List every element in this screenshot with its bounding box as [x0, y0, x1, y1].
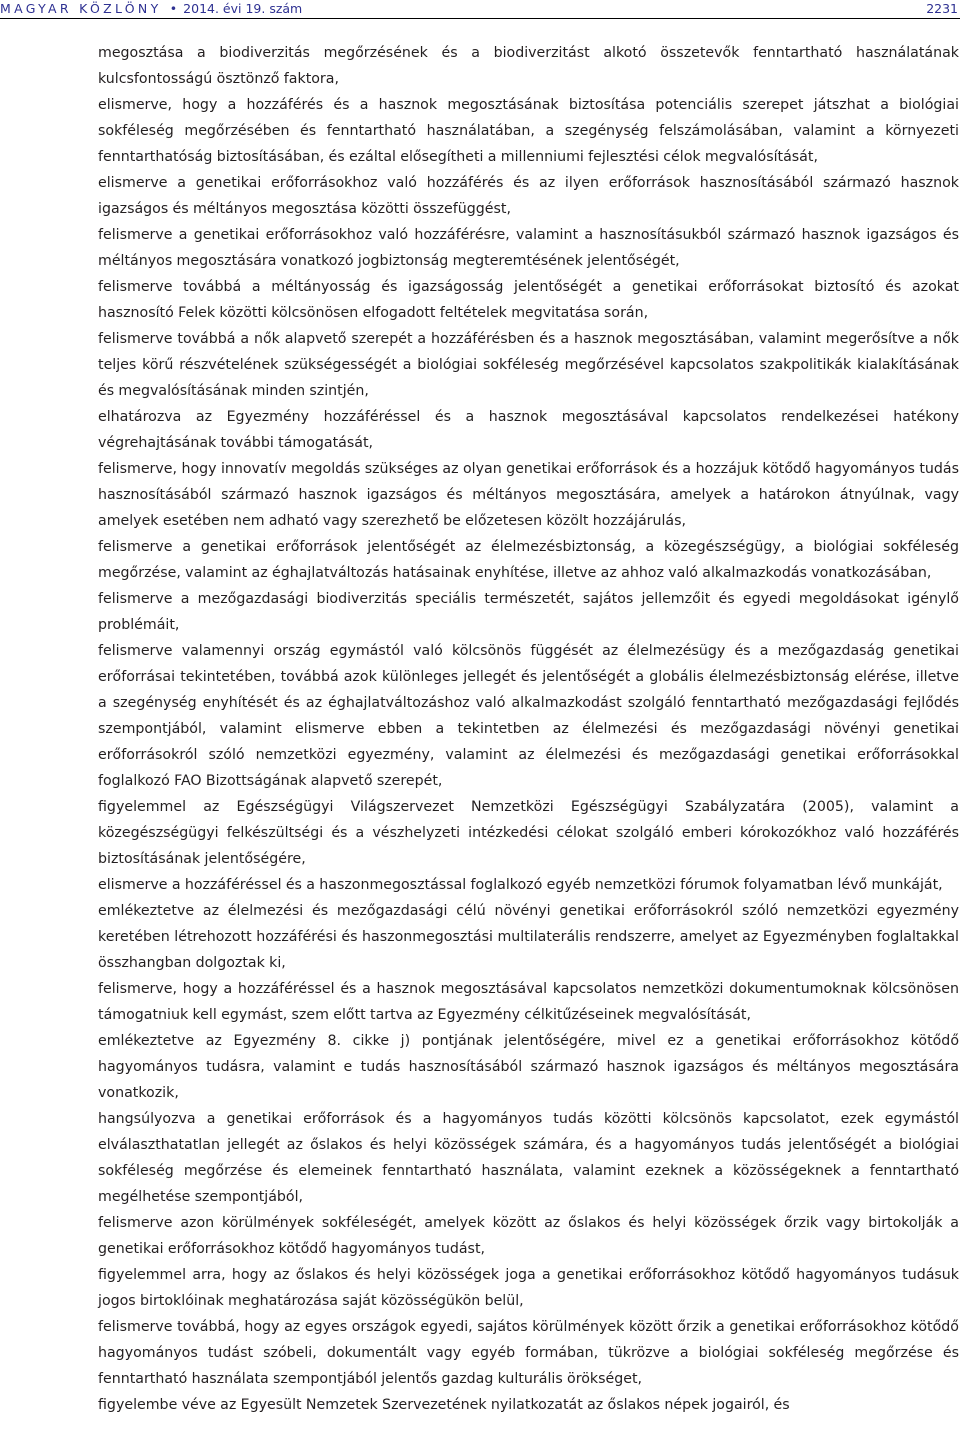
- preamble-paragraph: felismerve valamennyi ország egymástól való kölcsönös függését az élelmezésügy és a mezőgazdaság genetikai erőforrásai tekintetében, továbbá azok különleges jellegét és jelentőségét a globális élelmezésbiztonság elérése, illetve a szegénység enyhítését és az éghajlatváltozáshoz való alkalmazkodást szolgáló fenntartható mezőgazdasági fejlődés szempontjából, valamint elismerve ebben a tekintetben az élelmezési és mezőgazdasági növényi genetikai erőforrásokról szóló nemzetközi egyezmény, valamint az élelmezési és mezőgazdasági genetikai erőforrásokkal foglalkozó FAO Bizottságának alapvető szerepét,: [98, 643, 959, 789]
- issue-label: 2014. évi 19. szám: [183, 1, 303, 16]
- preamble-paragraph: felismerve a genetikai erőforrások jelentőségét az élelmezésbiztonság, a közegészségügy, a biológiai sokféleség megőrzése, valamint az éghajlatváltozás hatásainak enyhítése, illetve az ahhoz való alkalmazkodás vonatkozásában,: [98, 539, 959, 581]
- preamble-paragraph: felismerve továbbá a nők alapvető szerepét a hozzáférésben és a hasznok megosztásában, valamint megerősítve a nők teljes körű részvételének szükségességét a biológiai sokféleség megőrzésével kapcsolatos szakpolitikák kialakításának és megvalósításának minden szintjén,: [98, 331, 959, 399]
- preamble-paragraph: figyelemmel arra, hogy az őslakos és helyi közösségek joga a genetikai erőforrásokhoz kötődő hagyományos tudásuk jogos birtoklóinak meghatározása saját közösségükön belül,: [98, 1267, 959, 1309]
- preamble-paragraph: emlékeztetve az Egyezmény 8. cikke j) pontjának jelentőségére, mivel ez a genetikai erőforrásokhoz kötődő hagyományos tudásra, valamint e tudás hasznosításából származó hasznok igazságos és méltányos megosztására vonatkozik,: [98, 1033, 959, 1101]
- journal-title: MAGYAR KÖZLÖNY: [0, 1, 162, 16]
- preamble-paragraph: elismerve, hogy a hozzáférés és a hasznok megosztásának biztosítása potenciális szerepet játszhat a biológiai sokféleség megőrzésében és fenntartható használatában, a szegénység felszámolásában, valamint a környezeti fenntarthatóság biztosításában, és ezáltal elősegítheti a millenniumi fejlesztési célok megvalósítását,: [98, 97, 959, 165]
- preamble-paragraph: figyelembe véve az Egyesült Nemzetek Szervezetének nyilatkozatát az őslakos népek jogairól, és: [98, 1397, 790, 1413]
- preamble-paragraph: emlékeztetve az élelmezési és mezőgazdasági célú növényi genetikai erőforrásokról szóló nemzetközi egyezmény keretében létrehozott hozzáférési és haszonmegosztási multilaterális rendszerre, amelyet az Egyezményben foglaltakkal összhangban dolgoztak ki,: [98, 903, 959, 971]
- preamble-paragraph: felismerve továbbá, hogy az egyes országok egyedi, sajátos körülmények között őrzik a genetikai erőforrásokhoz kötődő hagyományos tudást szóbeli, dokumentált vagy egyéb formában, tükrözve a biológiai sokféleség megőrzése és fenntartható használata szempontjából jelentős gazdag kulturális örökséget,: [98, 1319, 959, 1387]
- page-header: [0, 0, 960, 19]
- journal-running-head: [0, 2, 302, 16]
- preamble-paragraph: felismerve, hogy a hozzáféréssel és a hasznok megosztásával kapcsolatos nemzetközi dokumentumoknak kölcsönösen támogatniuk kell egymást, szem előtt tartva az Egyezmény célkitűzéseinek megvalósítását,: [98, 981, 959, 1023]
- preamble-paragraph: elismerve a genetikai erőforrásokhoz való hozzáférés és az ilyen erőforrások hasznosításából származó hasznok igazságos és méltányos megosztása közötti összefüggést,: [98, 175, 959, 217]
- header-divider: [0, 18, 960, 19]
- document-body: [98, 40, 959, 1418]
- preamble-paragraph: felismerve a genetikai erőforrásokhoz való hozzáférésre, valamint a hasznosításukból származó hasznok igazságos és méltányos megosztására vonatkozó jogbiztonság megteremtésének jelentőségét,: [98, 227, 959, 269]
- preamble-paragraph: felismerve azon körülmények sokféleségét, amelyek között az őslakos és helyi közösségek őrzik vagy birtokolják a genetikai erőforrásokhoz kötődő hagyományos tudást,: [98, 1215, 959, 1257]
- preamble-paragraph: elismerve a hozzáféréssel és a haszonmegosztással foglalkozó egyéb nemzetközi fórumok folyamatban lévő munkáját,: [98, 877, 943, 893]
- preamble-paragraph: felismerve továbbá a méltányosság és igazságosság jelentőségét a genetikai erőforrásokat biztosító és azokat hasznosító Felek közötti kölcsönösen elfogadott feltételek megvitatása során,: [98, 279, 959, 321]
- preamble-paragraph: hangsúlyozva a genetikai erőforrások és a hagyományos tudás közötti kölcsönös kapcsolatot, ezek egymástól elválaszthatatlan jellegét az őslakos és helyi közösségek számára, és a hagyományos tudás jelentőségét a biológiai sokféleség megőrzése és elemeinek fenntartható használata, valamint ezeknek a közösségeknek a fenntartható megélhetése szempontjából,: [98, 1111, 959, 1205]
- preamble-paragraph: megosztása a biodiverzitás megőrzésének és a biodiverzitást alkotó összetevők fenntartható használatának kulcsfontosságú ösztönző faktora,: [98, 45, 959, 87]
- preamble-paragraph: figyelemmel az Egészségügyi Világszervezet Nemzetközi Egészségügyi Szabályzatára (2005), valamint a közegészségügyi felkészültségi és a vészhelyzeti intézkedési célokat szolgáló emberi kórokozókhoz való hozzáférés biztosításának jelentőségére,: [98, 799, 959, 867]
- preamble-paragraph: felismerve a mezőgazdasági biodiverzitás speciális természetét, sajátos jellemzőit és egyedi megoldásokat igénylő problémáit,: [98, 591, 959, 633]
- page-number: 2231: [926, 1, 958, 16]
- header-separator-dot: •: [169, 1, 178, 16]
- preamble-paragraph: elhatározva az Egyezmény hozzáféréssel és a hasznok megosztásával kapcsolatos rendelkezései hatékony végrehajtásának további támogatását,: [98, 409, 959, 451]
- preamble-paragraph: felismerve, hogy innovatív megoldás szükséges az olyan genetikai erőforrások és a hozzájuk kötődő hagyományos tudás hasznosításából származó hasznok igazságos és méltányos megosztására, amelyek a határokon átnyúlnak, vagy amelyek esetében nem adható vagy szerezhető be előzetesen közölt hozzájárulás,: [98, 461, 959, 529]
